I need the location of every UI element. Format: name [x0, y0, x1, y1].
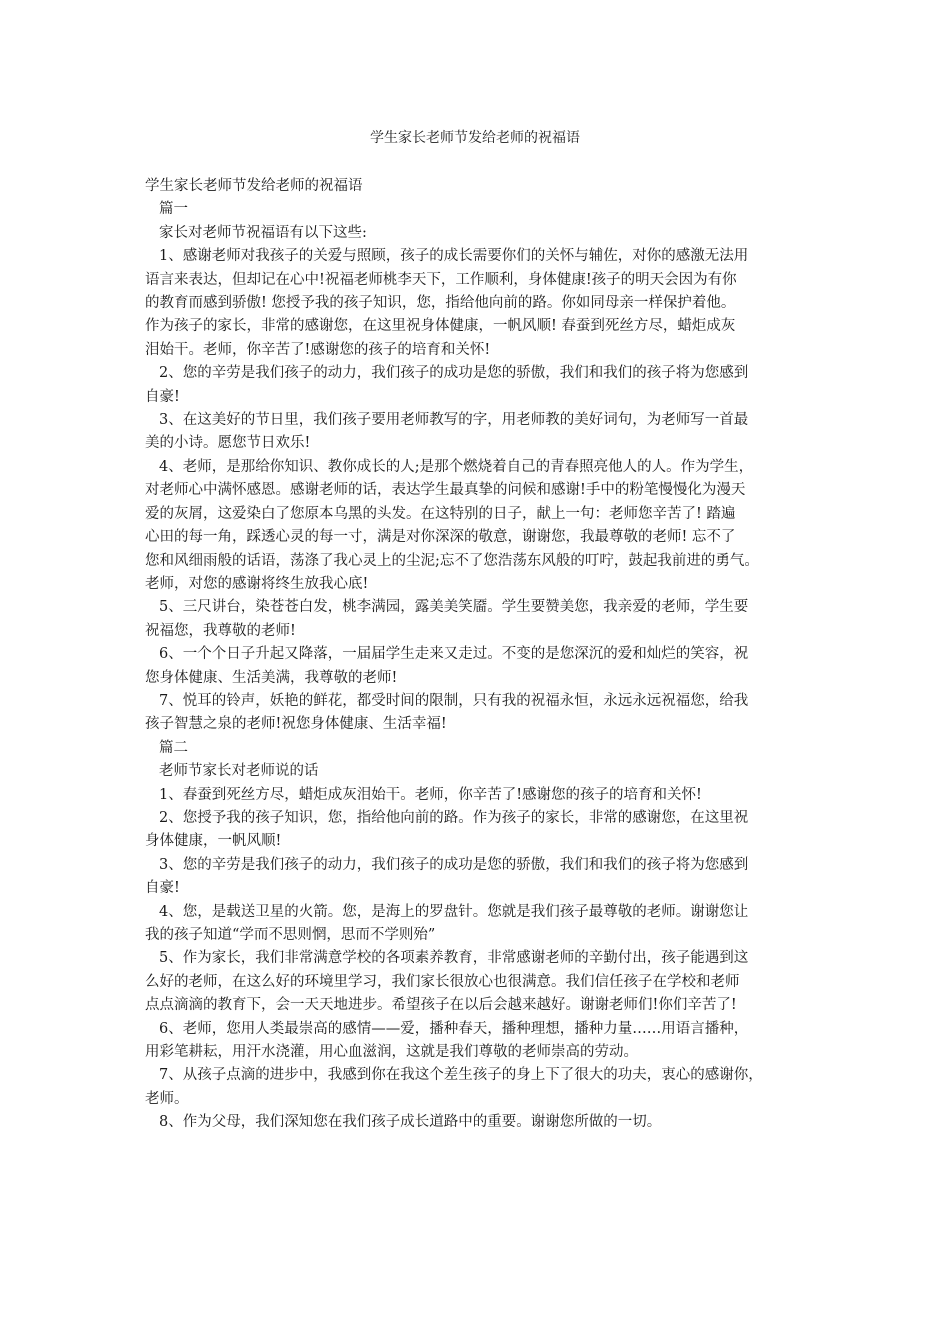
- text-line: 3、您的辛劳是我们孩子的动力，我们孩子的成功是您的骄傲，我们和我们的孩子将为您感到: [159, 856, 749, 873]
- text-line: 2、您的辛劳是我们孩子的动力，我们孩子的成功是您的骄傲，我们和我们的孩子将为您感到: [159, 365, 749, 382]
- text-line: 您身体健康、生活美满，我尊敬的老师!: [145, 669, 398, 686]
- text-line: 老师，对您的感谢将终生放我心底!: [145, 575, 369, 592]
- text-line: 1、感谢老师对我孩子的关爱与照顾，孩子的成长需要你们的关怀与辅佐，对你的感激无法用: [159, 248, 749, 265]
- text-line: 8、作为父母，我们深知您在我们孩子成长道路中的重要。谢谢您所做的一切。: [159, 1114, 662, 1131]
- text-line: 1、春蚕到死丝方尽，蜡炬成灰泪始干。老师，你辛苦了!感谢您的孩子的培育和关怀!: [159, 786, 702, 803]
- text-line: 篇一: [159, 201, 188, 218]
- text-line: 2、您授予我的孩子知识，您，指给他向前的路。作为孩子的家长，非常的感谢您，在这里祝: [159, 809, 749, 826]
- text-line: 6、一个个日子升起又降落，一届届学生走来又走过。不变的是您深沉的爱和灿烂的笑容，祝: [159, 646, 749, 663]
- text-line: 泪始干。老师，你辛苦了!感谢您的孩子的培育和关怀!: [145, 341, 491, 358]
- text-line: 7、从孩子点滴的进步中，我感到你在我这个差生孩子的身上下了很大的功夫，衷心的感谢你，: [159, 1067, 763, 1084]
- text-line: 么好的老师，在这么好的环境里学习，我们家长很放心也很满意。我们信任孩子在学校和老师: [145, 973, 740, 990]
- text-line: 点点滴滴的教育下，会一天天地进步。希望孩子在以后会越来越好。谢谢老师们!你们辛苦了!: [145, 997, 737, 1014]
- text-line: 老师节家长对老师说的话: [159, 763, 319, 780]
- text-line: 我的孩子知道“学而不思则惘，思而不学则殆”: [145, 927, 436, 943]
- text-line: 美的小诗。愿您节日欢乐!: [145, 435, 311, 452]
- text-line: 6、老师，您用人类最崇高的感情——爱，播种春天，播种理想，播种力量……用语言播种，: [159, 1020, 749, 1037]
- text-line: 您和风细雨般的话语，荡涤了我心灵上的尘泥;忘不了您浩荡东风般的叮咛，鼓起我前进的勇气。: [145, 552, 759, 569]
- text-line: 4、您，是载送卫星的火箭。您，是海上的罗盘针。您就是我们孩子最尊敬的老师。谢谢您让: [159, 903, 749, 920]
- text-line: 祝福您，我尊敬的老师!: [145, 622, 296, 639]
- text-line: 5、作为家长，我们非常满意学校的各项素养教育，非常感谢老师的辛勤付出，孩子能遇到这: [159, 950, 749, 967]
- text-line: 爱的灰屑，这爱染白了您原本乌黑的头发。在这特别的日子，献上一句：老师您辛苦了! 踏遍: [145, 505, 736, 522]
- text-line: 7、悦耳的铃声，妖艳的鲜花，都受时间的限制，只有我的祝福永恒，永远永远祝福您，给我: [159, 692, 749, 709]
- text-line: 作为孩子的家长，非常的感谢您，在这里祝身体健康，一帆风顺! 春蚕到死丝方尽，蜡炬成灰: [145, 318, 736, 335]
- text-line: 自豪!: [145, 880, 180, 897]
- text-line: 3、在这美好的节日里，我们孩子要用老师教写的字，用老师教的美好词句，为老师写一首最: [159, 412, 749, 429]
- text-line: 学生家长老师节发给老师的祝福语: [145, 178, 363, 194]
- text-line: 身体健康，一帆风顺!: [145, 833, 282, 850]
- text-line: 的教育而感到骄傲! 您授予我的孩子知识，您，指给他向前的路。你如同母亲一样保护着他。: [145, 295, 736, 312]
- text-line: 心田的每一角，踩透心灵的每一寸，满是对你深深的敬意，谢谢您，我最尊敬的老师! 忘不了: [145, 529, 736, 546]
- text-line: 4、老师，是那给你知识、教你成长的人;是那个燃烧着自己的青春照亮他人的人。作为学生，: [159, 458, 754, 475]
- text-line: 5、三尺讲台，染苍苍白发，桃李满园，露美美笑靥。学生要赞美您，我亲爱的老师，学生要: [159, 599, 749, 616]
- text-line: 篇二: [159, 739, 188, 756]
- text-line: 孩子智慧之泉的老师!祝您身体健康、生活幸福!: [145, 716, 447, 733]
- text-line: 家长对老师节祝福语有以下这些:: [159, 224, 367, 241]
- text-line: 自豪!: [145, 388, 180, 405]
- document-title: 学生家长老师节发给老师的祝福语: [370, 130, 580, 146]
- text-line: 对老师心中满怀感恩。感谢老师的话，表达学生最真挚的问候和感谢!手中的粉笔慢慢化为漫天: [145, 482, 746, 499]
- text-line: 语言来表达，但却记在心中!祝福老师桃李天下，工作顺利，身体健康!孩子的明天会因为有你: [145, 271, 737, 288]
- document-body: [145, 175, 813, 1135]
- text-line: 老师。: [145, 1090, 189, 1107]
- text-line: 用彩笔耕耘，用汗水浇灌，用心血滋润，这就是我们尊敬的老师崇高的劳动。: [145, 1044, 638, 1061]
